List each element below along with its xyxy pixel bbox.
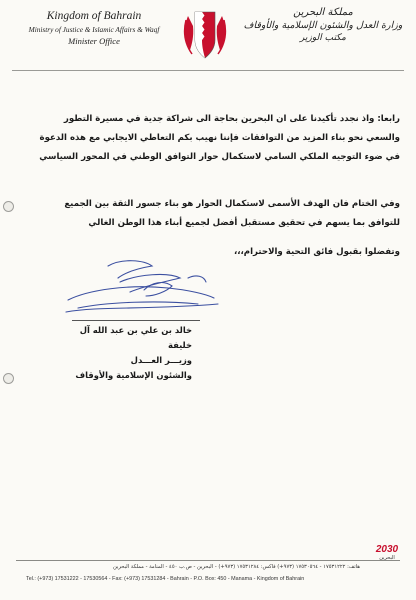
signatory-department: والشئون الإسلامية والأوقاف — [75, 370, 192, 380]
logo-name: البحرين — [379, 555, 395, 561]
footer-contact-en: Tel.: (+973) 17531222 - 17530564 - Fax: (+973) 17531284 - Bahrain - P.O. Box: 450 - Manama - Kingdom of Bahrain — [26, 576, 305, 582]
bahrain-2030-logo — [370, 544, 404, 572]
paragraph-conclusion: وفي الختام فان الهدف الأسمى لاستكمال الحوار هو بناء جسور الثقة بين الجميع للتوافق بما يسهم في تحقيق مستقبل أفضل لجميع أبناء هذا الوطن الغالي — [64, 199, 400, 228]
footer-contact-ar: هاتف: ١٧٥٣١٢٢٢ - ١٧٥٣٠٥٦٤ (٩٧٣+) فاكس: ١٧٥٣١٢٨٤ (٩٧٣+) - البحرين - ص.ب ٤٥٠ - المنامة - مملكة البحرين — [112, 564, 360, 570]
closing-salutation: وتفضلوا بقبول فائق التحية والاحترام،،، — [234, 247, 400, 257]
signature-line — [72, 320, 200, 321]
header-arabic — [238, 6, 408, 44]
handwritten-signature — [48, 252, 228, 322]
paragraph-fourth: رابعا: واذ نجدد تأكيدنا على ان البحرين بحاجة الى شراكة جدية في مسيرة التطور والسعي نحو بناء المزيد من التوافقات فإننا نهيب بكم التعاطي الايجابي مع هذه الدعوة في ضوء التوجيه الملكي السامي لاستكمال حوار التوافق الوطني في المحور السياسي — [39, 114, 400, 162]
header-kingdom-en: Kingdom of Bahrain — [46, 10, 142, 22]
punch-hole — [3, 373, 14, 384]
header-office-ar: مكتب الوزير — [300, 33, 346, 43]
signatory-block — [72, 323, 192, 383]
signatory-name: خالد بن علي بن عبد الله آل خليفة — [79, 325, 192, 350]
signatory-title: وزيـــر العـــدل — [130, 355, 192, 365]
punch-hole — [3, 201, 14, 212]
header-ministry-en: Ministry of Justice & Islamic Affairs & Waqf — [28, 25, 160, 34]
header-kingdom-ar: مملكة البحرين — [293, 7, 353, 18]
header-divider — [12, 70, 404, 71]
bahrain-emblem-icon — [182, 6, 228, 62]
footer-divider — [16, 560, 400, 561]
header-ministry-ar: وزارة العدل والشئون الإسلامية والأوقاف — [243, 20, 403, 31]
logo-year: 2030 — [375, 544, 399, 555]
header-english — [14, 10, 174, 47]
header-office-en: Minister Office — [68, 36, 120, 46]
